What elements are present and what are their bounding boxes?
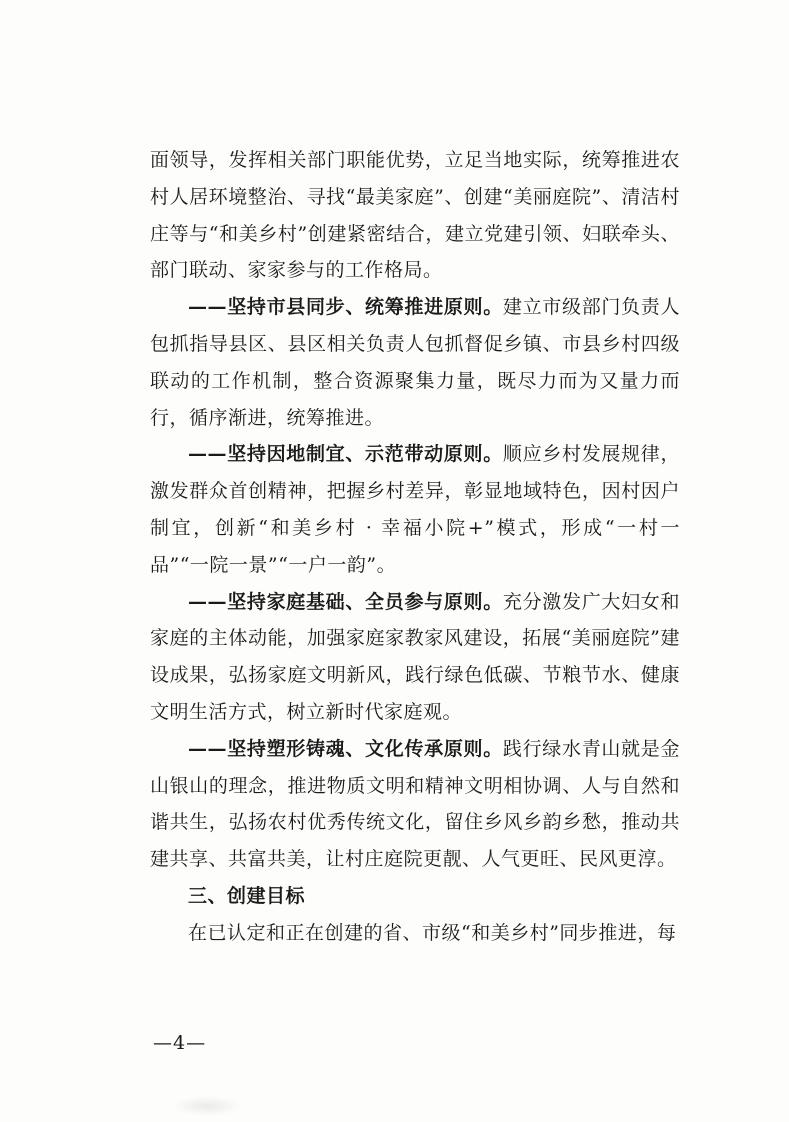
principle-paragraph-4 (150, 731, 680, 878)
principle-title: ——坚持市县同步、统筹推进原则。 (188, 296, 503, 319)
principle-paragraph-1 (150, 289, 680, 436)
section-heading: 三、创建目标 (188, 884, 306, 907)
principle-body: 建立市级部门负责人包抓指导县区、县区相关负责人包抓督促乡镇、市县乡村四级联动的工作机制，整合资源聚集力量，既尽力而为又量力而行，循序渐进，统筹推进。 (150, 296, 680, 429)
principle-body: 充分激发广大妇女和家庭的主体动能，加强家庭家教家风建设，拓展“美丽庭院”建设成果，弘扬家庭文明新风，践行绿色低碳、节粮节水、健康文明生活方式，树立新时代家庭观。 (150, 590, 680, 723)
principle-title: ——坚持家庭基础、全员参与原则。 (188, 590, 503, 613)
intro-paragraph: 面领导，发挥相关部门职能优势，立足当地实际，统筹推进农村人居环境整治、寻找“最美家庭”、创建“美丽庭院”、清洁村庄等与“和美乡村”创建紧密结合，建立党建引领、妇联牵头、部门联动、家家参与的工作格局。 (150, 149, 680, 282)
principle-body: 践行绿水青山就是金山银山的理念，推进物质文明和精神文明相协调、人与自然和谐共生，弘扬农村优秀传统文化，留住乡风乡韵乡愁，推动共建共享、共富共美，让村庄庭院更靓、人气更旺、民风更淳。 (150, 737, 680, 871)
principle-body: 顺应乡村发展规律，激发群众首创精神，把握乡村差异，彰显地域特色，因村因户制宜，创新“和美乡村 · 幸福小院+”模式，形成“一村一品”“一院一景”“一户一韵”。 (150, 443, 680, 576)
principle-paragraph-3 (150, 584, 680, 731)
body-text (150, 142, 680, 952)
page-number: —4— (153, 1032, 207, 1054)
principle-title: ——坚持因地制宜、示范带动原则。 (188, 443, 503, 466)
scan-smudge (172, 1096, 242, 1116)
principle-paragraph-2 (150, 436, 680, 583)
principle-title: ——坚持塑形铸魂、文化传承原则。 (188, 737, 503, 760)
closing-paragraph: 在已认定和正在创建的省、市级“和美乡村”同步推进，每 (188, 921, 677, 944)
